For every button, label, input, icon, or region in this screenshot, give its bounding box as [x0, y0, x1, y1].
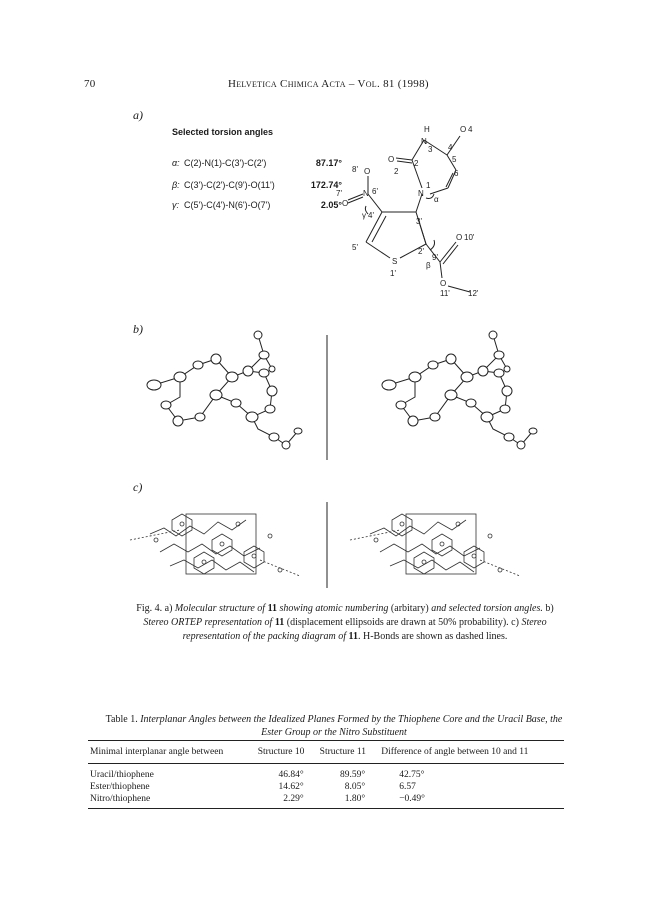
- atom-label: 9': [432, 253, 438, 262]
- table-cell: Nitro/thiophene: [88, 793, 256, 809]
- atom-label: N: [421, 137, 427, 146]
- table-cell: 89.59°: [340, 770, 366, 780]
- atom-label: H: [424, 125, 430, 134]
- atom-label: 5: [452, 155, 457, 164]
- atom-label: N: [363, 189, 369, 198]
- table-row: [88, 793, 564, 809]
- torsion-value: 172.74°: [310, 180, 342, 190]
- atom-label: 2: [394, 167, 399, 176]
- torsion-row: [172, 180, 352, 190]
- table-cell: 6.57: [399, 782, 416, 792]
- table-cell: 46.84°: [278, 770, 304, 780]
- column-header: Structure 10: [256, 741, 318, 764]
- caption-text: Stereo ORTEP representation of: [143, 617, 273, 628]
- caption-text: . H-Bonds are shown as dashed lines.: [357, 631, 508, 642]
- torsion-row: [172, 158, 352, 168]
- caption-text: Molecular structure of: [174, 603, 266, 614]
- panel-b-label: b): [133, 322, 143, 336]
- panel-a-label: a): [133, 108, 143, 122]
- atom-label: 6: [454, 169, 459, 178]
- table-header-row: [88, 741, 564, 764]
- atom-label: 1: [426, 181, 431, 190]
- atom-label: 4: [468, 125, 473, 134]
- compound-number: 11: [274, 617, 285, 628]
- table-caption-text: Interplanar Angles between the Idealized Planes Formed by the Thiophene Core and the Uracil Base, the Ester Group or the Nitro Substituent: [140, 714, 563, 738]
- atom-label: 7': [336, 189, 342, 198]
- torsion-row: [172, 200, 352, 210]
- caption-text: (displacement ellipsoids are drawn at 50% probability). c): [286, 617, 519, 628]
- table-cell: 14.62°: [278, 782, 304, 792]
- packing-diagram: [130, 514, 300, 576]
- atom-label: 2': [418, 247, 424, 256]
- structural-formula: [330, 118, 500, 298]
- torsion-symbol: γ:: [172, 200, 180, 210]
- atom-label: α: [434, 195, 439, 204]
- compound-number: 11: [267, 603, 278, 614]
- packing-stereo-pair: [120, 500, 540, 590]
- table-cell: 8.05°: [344, 782, 366, 792]
- caption-text: b): [545, 603, 554, 614]
- torsion-atoms: C(3')-C(2')-C(9')-O(11'): [184, 180, 275, 190]
- table-cell: 42.75°: [399, 770, 425, 780]
- atom-label: 3': [416, 217, 422, 226]
- figure-caption: [126, 602, 564, 644]
- table-row: [88, 764, 564, 782]
- atom-label: 4': [368, 211, 374, 220]
- table-cell: Uracil/thiophene: [90, 770, 154, 780]
- column-header: Structure 11: [318, 741, 380, 764]
- table-cell: Ester/thiophene: [90, 782, 150, 792]
- table-cell: −0.49°: [379, 793, 564, 809]
- caption-text: Stereo representation of the packing diagram of: [182, 617, 547, 642]
- running-header: Helvetica Chimica Acta – Vol. 81 (1998): [228, 78, 429, 90]
- atom-label: O: [388, 155, 395, 164]
- atom-label: 10': [464, 233, 475, 242]
- table-row: [88, 781, 564, 793]
- atom-label: O: [456, 233, 463, 242]
- atom-label: γ: [362, 211, 366, 220]
- caption-lead: Fig. 4. a): [136, 603, 173, 614]
- torsion-symbol: β:: [172, 180, 180, 190]
- table-caption-lead: Table 1.: [105, 714, 138, 725]
- ortep-stereo-pair: [140, 325, 560, 465]
- atom-label: 11': [440, 289, 450, 298]
- caption-text: showing atomic numbering: [279, 603, 389, 614]
- atom-label: O: [364, 167, 371, 176]
- table-cell: 1.80°: [318, 793, 380, 809]
- panel-c-label: c): [133, 480, 143, 494]
- atom-label: O: [440, 279, 447, 288]
- atom-label: 1': [390, 269, 396, 278]
- atom-label: 5': [352, 243, 358, 252]
- torsion-title: Selected torsion angles: [172, 127, 274, 137]
- atom-label: β: [426, 261, 431, 270]
- atom-label: S: [392, 257, 398, 266]
- torsion-value: 2.05°: [320, 200, 342, 210]
- column-header: Difference of angle between 10 and 11: [379, 741, 564, 764]
- caption-text: and selected torsion angles.: [431, 603, 543, 614]
- torsion-atoms: C(5')-C(4')-N(6')-O(7'): [184, 200, 271, 210]
- atom-label: 3: [428, 145, 433, 154]
- atom-label: 4: [448, 143, 453, 152]
- page-number: 70: [84, 78, 96, 90]
- atom-label: O: [342, 199, 349, 208]
- table-caption: [96, 713, 572, 739]
- torsion-value: 87.17°: [315, 158, 342, 168]
- atom-label: O: [460, 125, 467, 134]
- atom-label: N: [418, 189, 424, 198]
- atom-label: 8': [352, 165, 358, 174]
- table-cell: 2.29°: [256, 793, 318, 809]
- column-header: Minimal interplanar angle between: [88, 741, 256, 764]
- torsion-atoms: C(2)-N(1)-C(3')-C(2'): [184, 158, 267, 168]
- torsion-symbol: α:: [172, 158, 180, 168]
- compound-number: 11: [348, 631, 358, 642]
- atom-label: 6': [372, 187, 378, 196]
- interplanar-angles-table: [88, 740, 564, 809]
- atom-label: 2: [414, 159, 419, 168]
- caption-text: (arbitary): [390, 603, 429, 614]
- ortep-molecule: [147, 331, 302, 449]
- atom-label: 12': [468, 289, 479, 298]
